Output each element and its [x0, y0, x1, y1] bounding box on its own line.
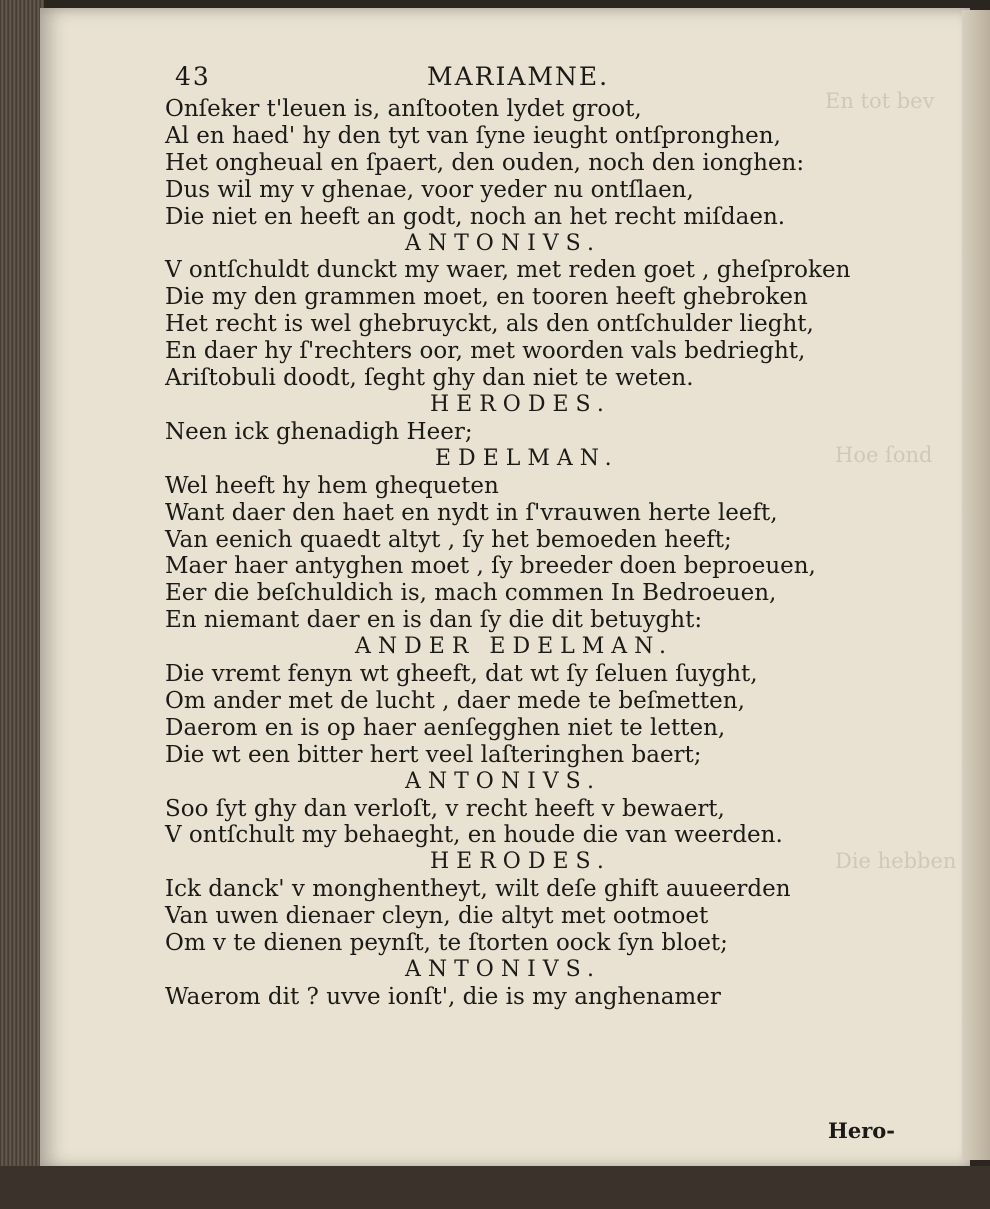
verse-line: Dus wil my v ghenae, voor yeder nu ontſlaen, — [165, 176, 694, 203]
page-header — [165, 62, 895, 96]
verse-line: Die niet en heeft an godt, noch an het recht miſdaen. — [165, 203, 786, 230]
verse-line: En daer hy ſ'rechters oor, met woorden vals bedrieght, — [165, 338, 806, 365]
verse-line: Waerom dit ? uvve ionſt', die is my anghenamer — [165, 983, 721, 1010]
speaker-name: ANTONIVS. — [405, 230, 601, 256]
verse-line: Ick danck' v monghentheyt, wilt deſe ghift auueerden — [165, 876, 791, 903]
verse-line: Maer haer antyghen moet , ſy breeder doen beproeuen, — [165, 553, 816, 580]
next-page-edge — [962, 10, 990, 1160]
page-text — [165, 62, 895, 1011]
show-through-decor: Die hebben — [835, 849, 957, 873]
speaker-name: HERODES. — [430, 849, 611, 875]
speaker-name: ANTONIVS. — [405, 957, 601, 982]
verse-line: Om v te dienen peynſt, te ſtorten oock ſyn bloet; — [165, 930, 728, 957]
speaker-name: ANTONIVS. — [405, 768, 601, 794]
book-cover-bottom — [0, 1166, 990, 1209]
verse-line: Wel heeft hy hem ghequeten — [165, 472, 499, 499]
book-edge — [0, 0, 44, 1209]
verse-line: Die wt een bitter hert veel laſteringhen baert; — [165, 741, 702, 768]
verse-line: Van uwen dienaer cleyn, die altyt met ootmoet — [165, 903, 709, 930]
verse-line: Het recht is wel ghebruyckt, als den ontſchulder lieght, — [165, 311, 814, 338]
speaker-name: ANDER EDELMAN. — [355, 634, 674, 660]
verse-line: Die my den grammen moet, en tooren heeft ghebroken — [165, 284, 808, 311]
verse-line: Neen ick ghenadigh Heer; — [165, 418, 473, 445]
catchword: Hero- — [828, 1118, 895, 1143]
page-number: 43 — [175, 62, 211, 91]
verse-line: Daerom en is op haer aenſegghen niet te letten, — [165, 714, 726, 741]
show-through-decor: En tot bev — [825, 89, 935, 113]
verse-line: Van eenich quaedt altyt , ſy het bemoeden heeft; — [165, 526, 732, 553]
running-title: MARIAMNE. — [427, 62, 610, 91]
verse-line: Ariſtobuli doodt, ſeght ghy dan niet te weten. — [165, 365, 694, 392]
verse-lines — [165, 96, 895, 1011]
verse-line: Eer die beſchuldich is, mach commen In Bedroeuen, — [165, 580, 777, 607]
verse-line: Het ongheual en ſpaert, den ouden, noch den ionghen: — [165, 149, 805, 176]
verse-line: Onſeker t'leuen is, anſtooten lydet groot, — [165, 96, 642, 122]
verse-line: Want daer den haet en nydt in ſ'vrauwen herte leeft, — [165, 499, 778, 526]
show-through-decor: Hoe ſond — [835, 443, 933, 467]
verse-line: Soo ſyt ghy dan verloſt, v recht heeft v bewaert, — [165, 795, 725, 822]
verse-line: Al en haed' hy den tyt van ſyne ieught ontſpronghen, — [165, 122, 781, 149]
verse-line: V ontſchult my behaeght, en houde die van weerden. — [165, 822, 783, 849]
verse-line: Die vremt fenyn wt gheeft, dat wt ſy ſeluen ſuyght, — [165, 661, 758, 688]
speaker-name: EDELMAN. — [435, 445, 619, 471]
verse-line: Om ander met de lucht , daer mede te beſmetten, — [165, 687, 745, 714]
speaker-name: HERODES. — [430, 391, 611, 417]
verse-line: En niemant daer en is dan ſy die dit betuyght: — [165, 607, 703, 634]
verse-line: V ontſchuldt dunckt my waer, met reden goet , gheſproken — [165, 257, 851, 284]
